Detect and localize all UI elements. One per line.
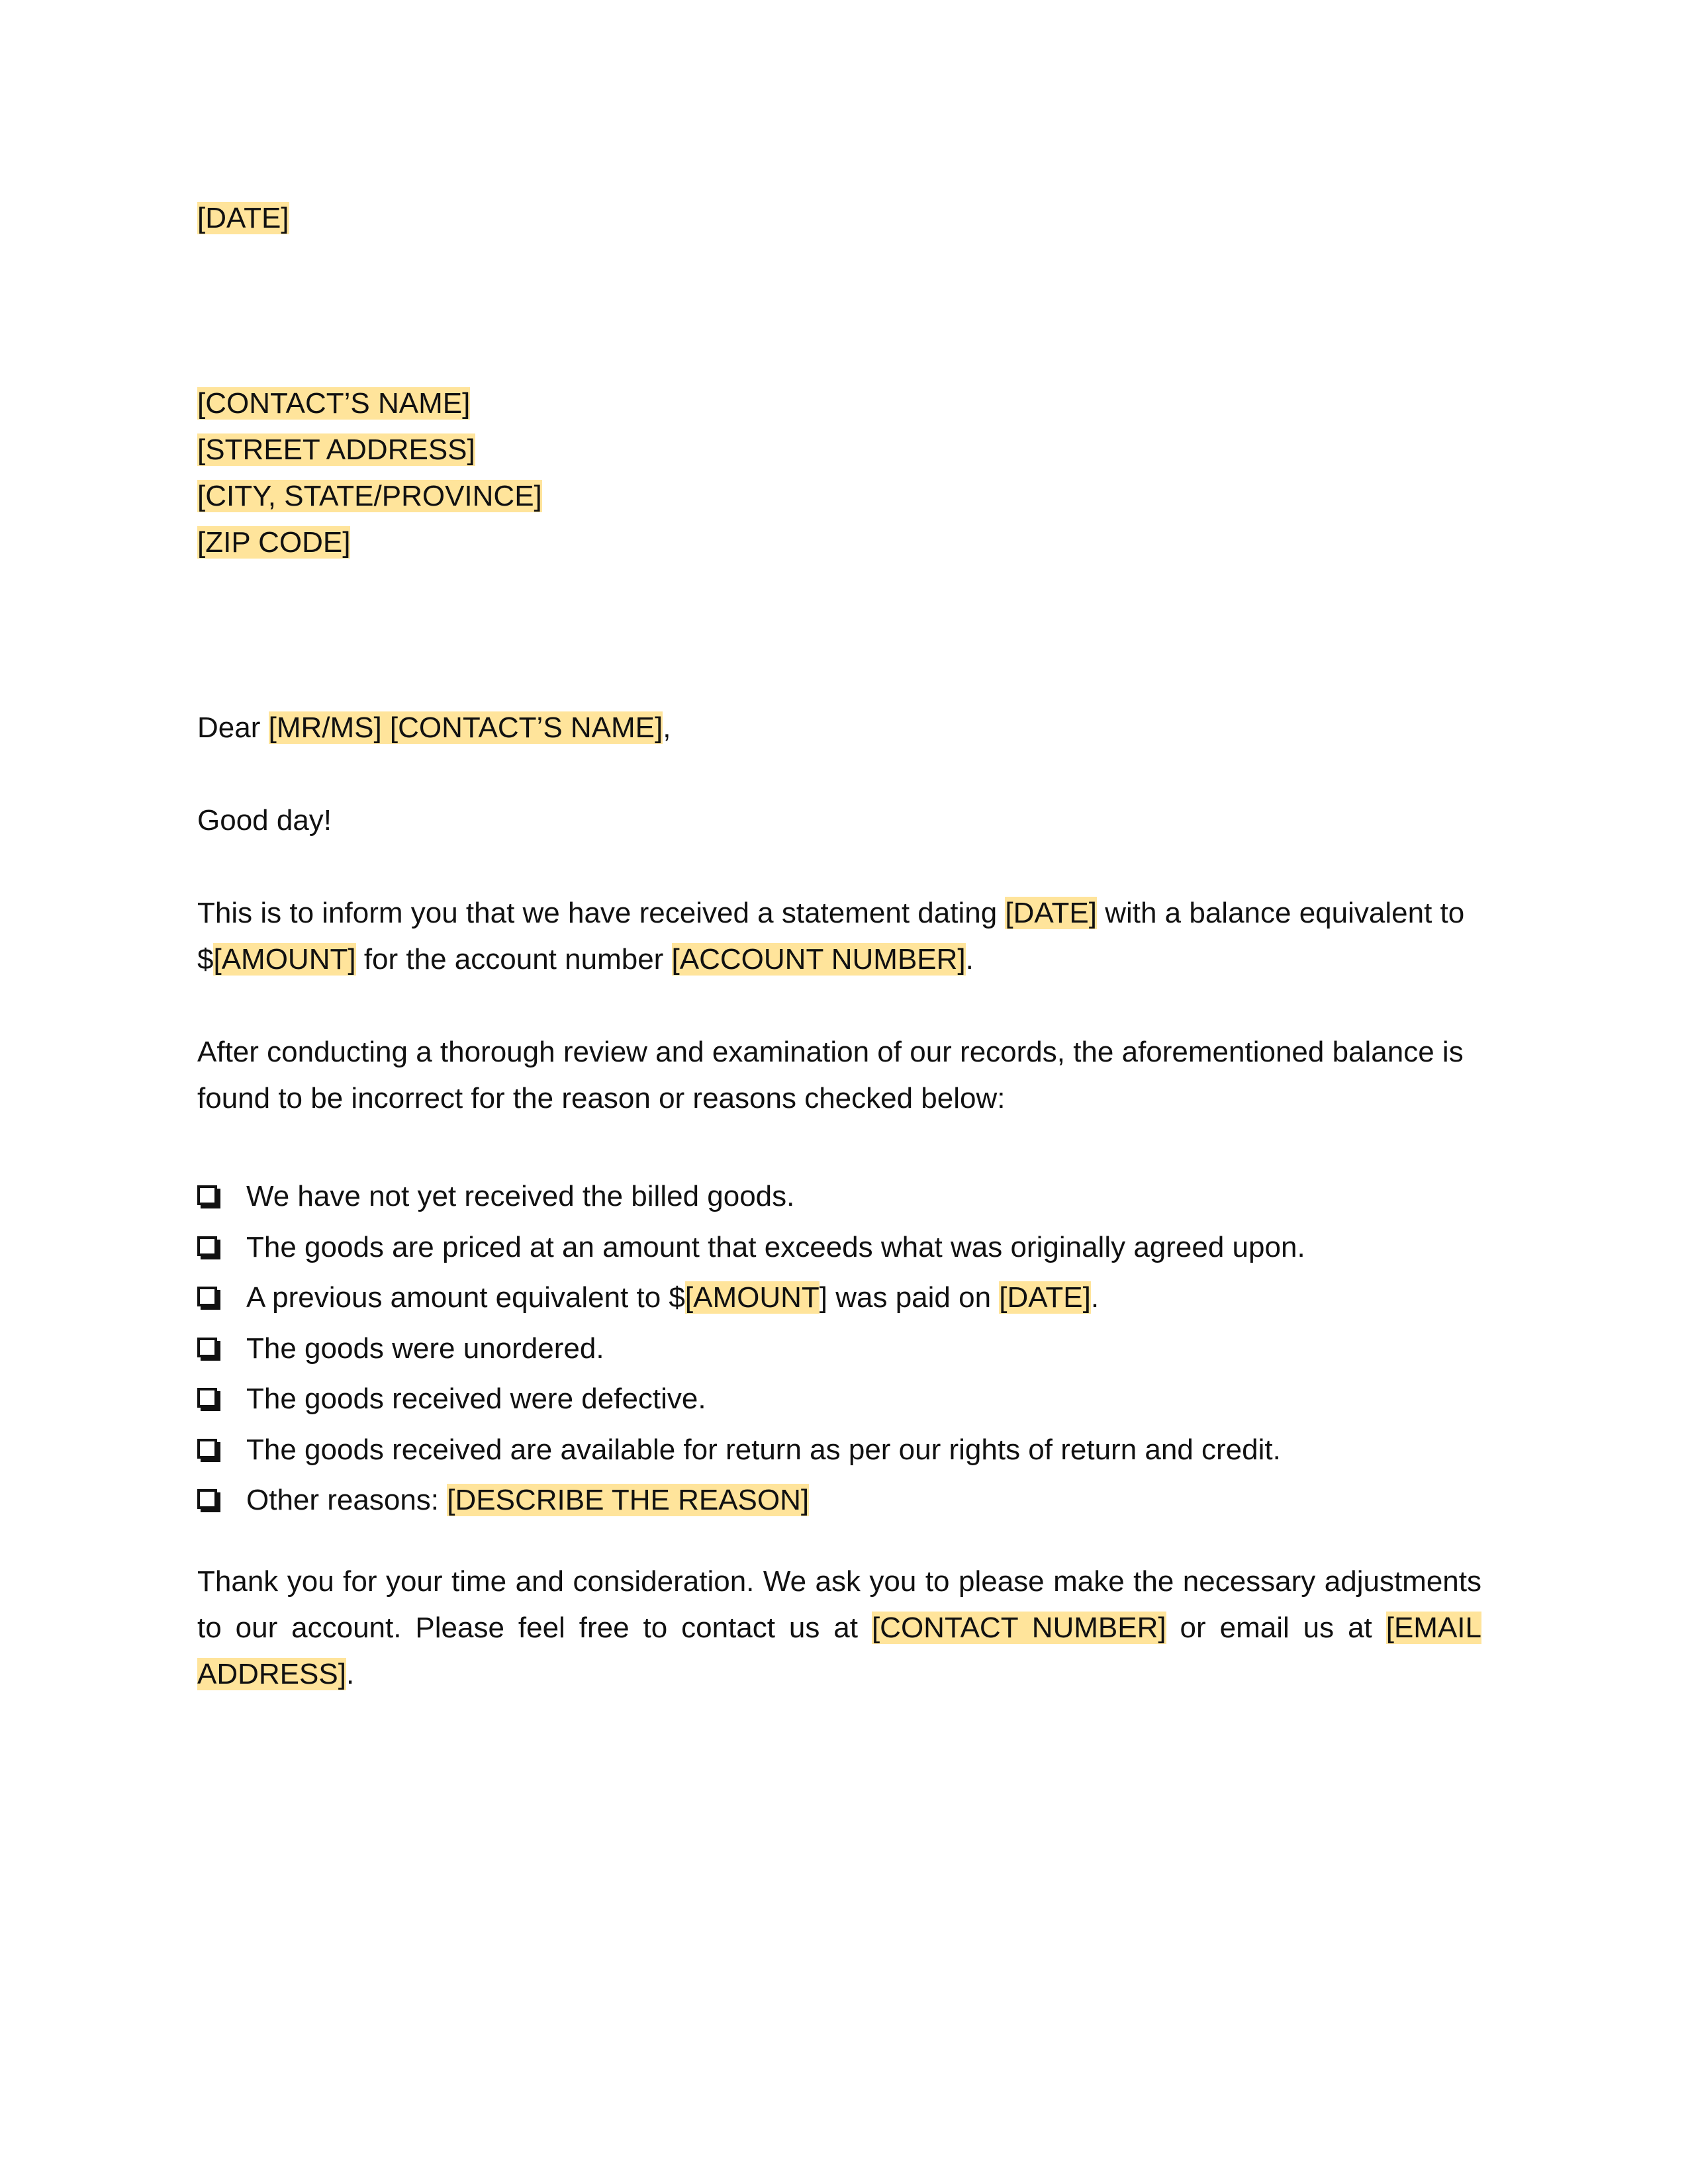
p1-text-3: for the account number xyxy=(363,943,664,976)
salutation-suffix: , xyxy=(663,711,671,744)
account-number-placeholder: [ACCOUNT NUMBER] xyxy=(671,943,966,976)
city-state-placeholder: [CITY, STATE/PROVINCE] xyxy=(197,480,542,512)
reason-item xyxy=(197,1222,1305,1273)
reason-item xyxy=(197,1273,1305,1324)
checkbox-icon[interactable] xyxy=(197,1388,217,1408)
closing-text-1: Thank you for your time and consideration. We ask you to please make the necessary adjustments to our account. Please feel free to contact us at xyxy=(197,1565,1481,1644)
reason-text: The goods received are available for return as per our rights of return and credit. xyxy=(246,1433,1281,1466)
reason-item xyxy=(197,1475,1305,1526)
reason-item xyxy=(197,1171,1305,1222)
street-address-placeholder: [STREET ADDRESS] xyxy=(197,433,475,466)
checkbox-icon[interactable] xyxy=(197,1236,217,1256)
statement-date-placeholder: [DATE] xyxy=(1005,897,1097,929)
salutation xyxy=(197,707,671,749)
reason-item xyxy=(197,1374,1305,1425)
p1-text-4: . xyxy=(965,943,974,976)
checkbox-icon[interactable] xyxy=(197,1185,217,1205)
closing-text-2: or email us at xyxy=(1180,1612,1372,1644)
closing-text-3: . xyxy=(346,1658,355,1690)
checkbox-icon[interactable] xyxy=(197,1287,217,1306)
zip-code-placeholder: [ZIP CODE] xyxy=(197,526,351,559)
checkbox-icon[interactable] xyxy=(197,1439,217,1459)
checkbox-icon[interactable] xyxy=(197,1338,217,1357)
contact-name-placeholder: [CONTACT’S NAME] xyxy=(197,387,471,420)
reason-3-text-1: A previous amount equivalent to $ xyxy=(246,1281,685,1314)
reason-7-text: Other reasons: xyxy=(246,1484,440,1516)
reason-3-text-2: ] was paid on xyxy=(819,1281,992,1314)
p1-text-1: This is to inform you that we have received a statement dating xyxy=(197,897,998,929)
letter-date xyxy=(197,197,289,240)
salutation-prefix: Dear xyxy=(197,711,261,744)
email-address-placeholder: [EMAIL ADDRESS] xyxy=(197,1612,1481,1690)
reasons-checklist xyxy=(197,1171,1305,1526)
date-placeholder: [DATE] xyxy=(197,202,289,234)
reason-text xyxy=(246,1475,809,1526)
recipient-street xyxy=(197,429,475,471)
paragraph-statement xyxy=(197,890,1481,983)
reason-text: The goods received were defective. xyxy=(246,1383,706,1415)
describe-reason-placeholder: [DESCRIBE THE REASON] xyxy=(447,1484,810,1516)
amount-placeholder: [AMOUNT] xyxy=(213,943,356,976)
reason-text: We have not yet received the billed goods. xyxy=(246,1180,795,1212)
contact-number-placeholder: [CONTACT NUMBER] xyxy=(871,1612,1166,1644)
reason-text: The goods were unordered. xyxy=(246,1332,604,1365)
paragraph-review: After conducting a thorough review and examination of our records, the aforementioned balance is found to be incorrect for the reason or reasons checked below: xyxy=(197,1036,1464,1115)
paragraph-closing xyxy=(197,1559,1481,1698)
recipient-name xyxy=(197,383,470,425)
previous-amount-placeholder: [AMOUNT xyxy=(684,1281,820,1314)
p1-text-2: with a balance equivalent to $ xyxy=(197,897,1465,976)
reason-item xyxy=(197,1425,1305,1476)
paid-date-placeholder: [DATE] xyxy=(999,1281,1091,1314)
recipient-zip xyxy=(197,522,350,564)
reason-3-text-3: . xyxy=(1090,1281,1100,1314)
checkbox-icon[interactable] xyxy=(197,1489,217,1509)
reason-text xyxy=(246,1273,1099,1324)
greeting: Good day! xyxy=(197,804,332,837)
recipient-city xyxy=(197,475,542,518)
salutation-name-placeholder: [MR/MS] [CONTACT’S NAME] xyxy=(268,711,663,744)
reason-text: The goods are priced at an amount that exceeds what was originally agreed upon. xyxy=(246,1230,1305,1263)
reason-item xyxy=(197,1324,1305,1375)
